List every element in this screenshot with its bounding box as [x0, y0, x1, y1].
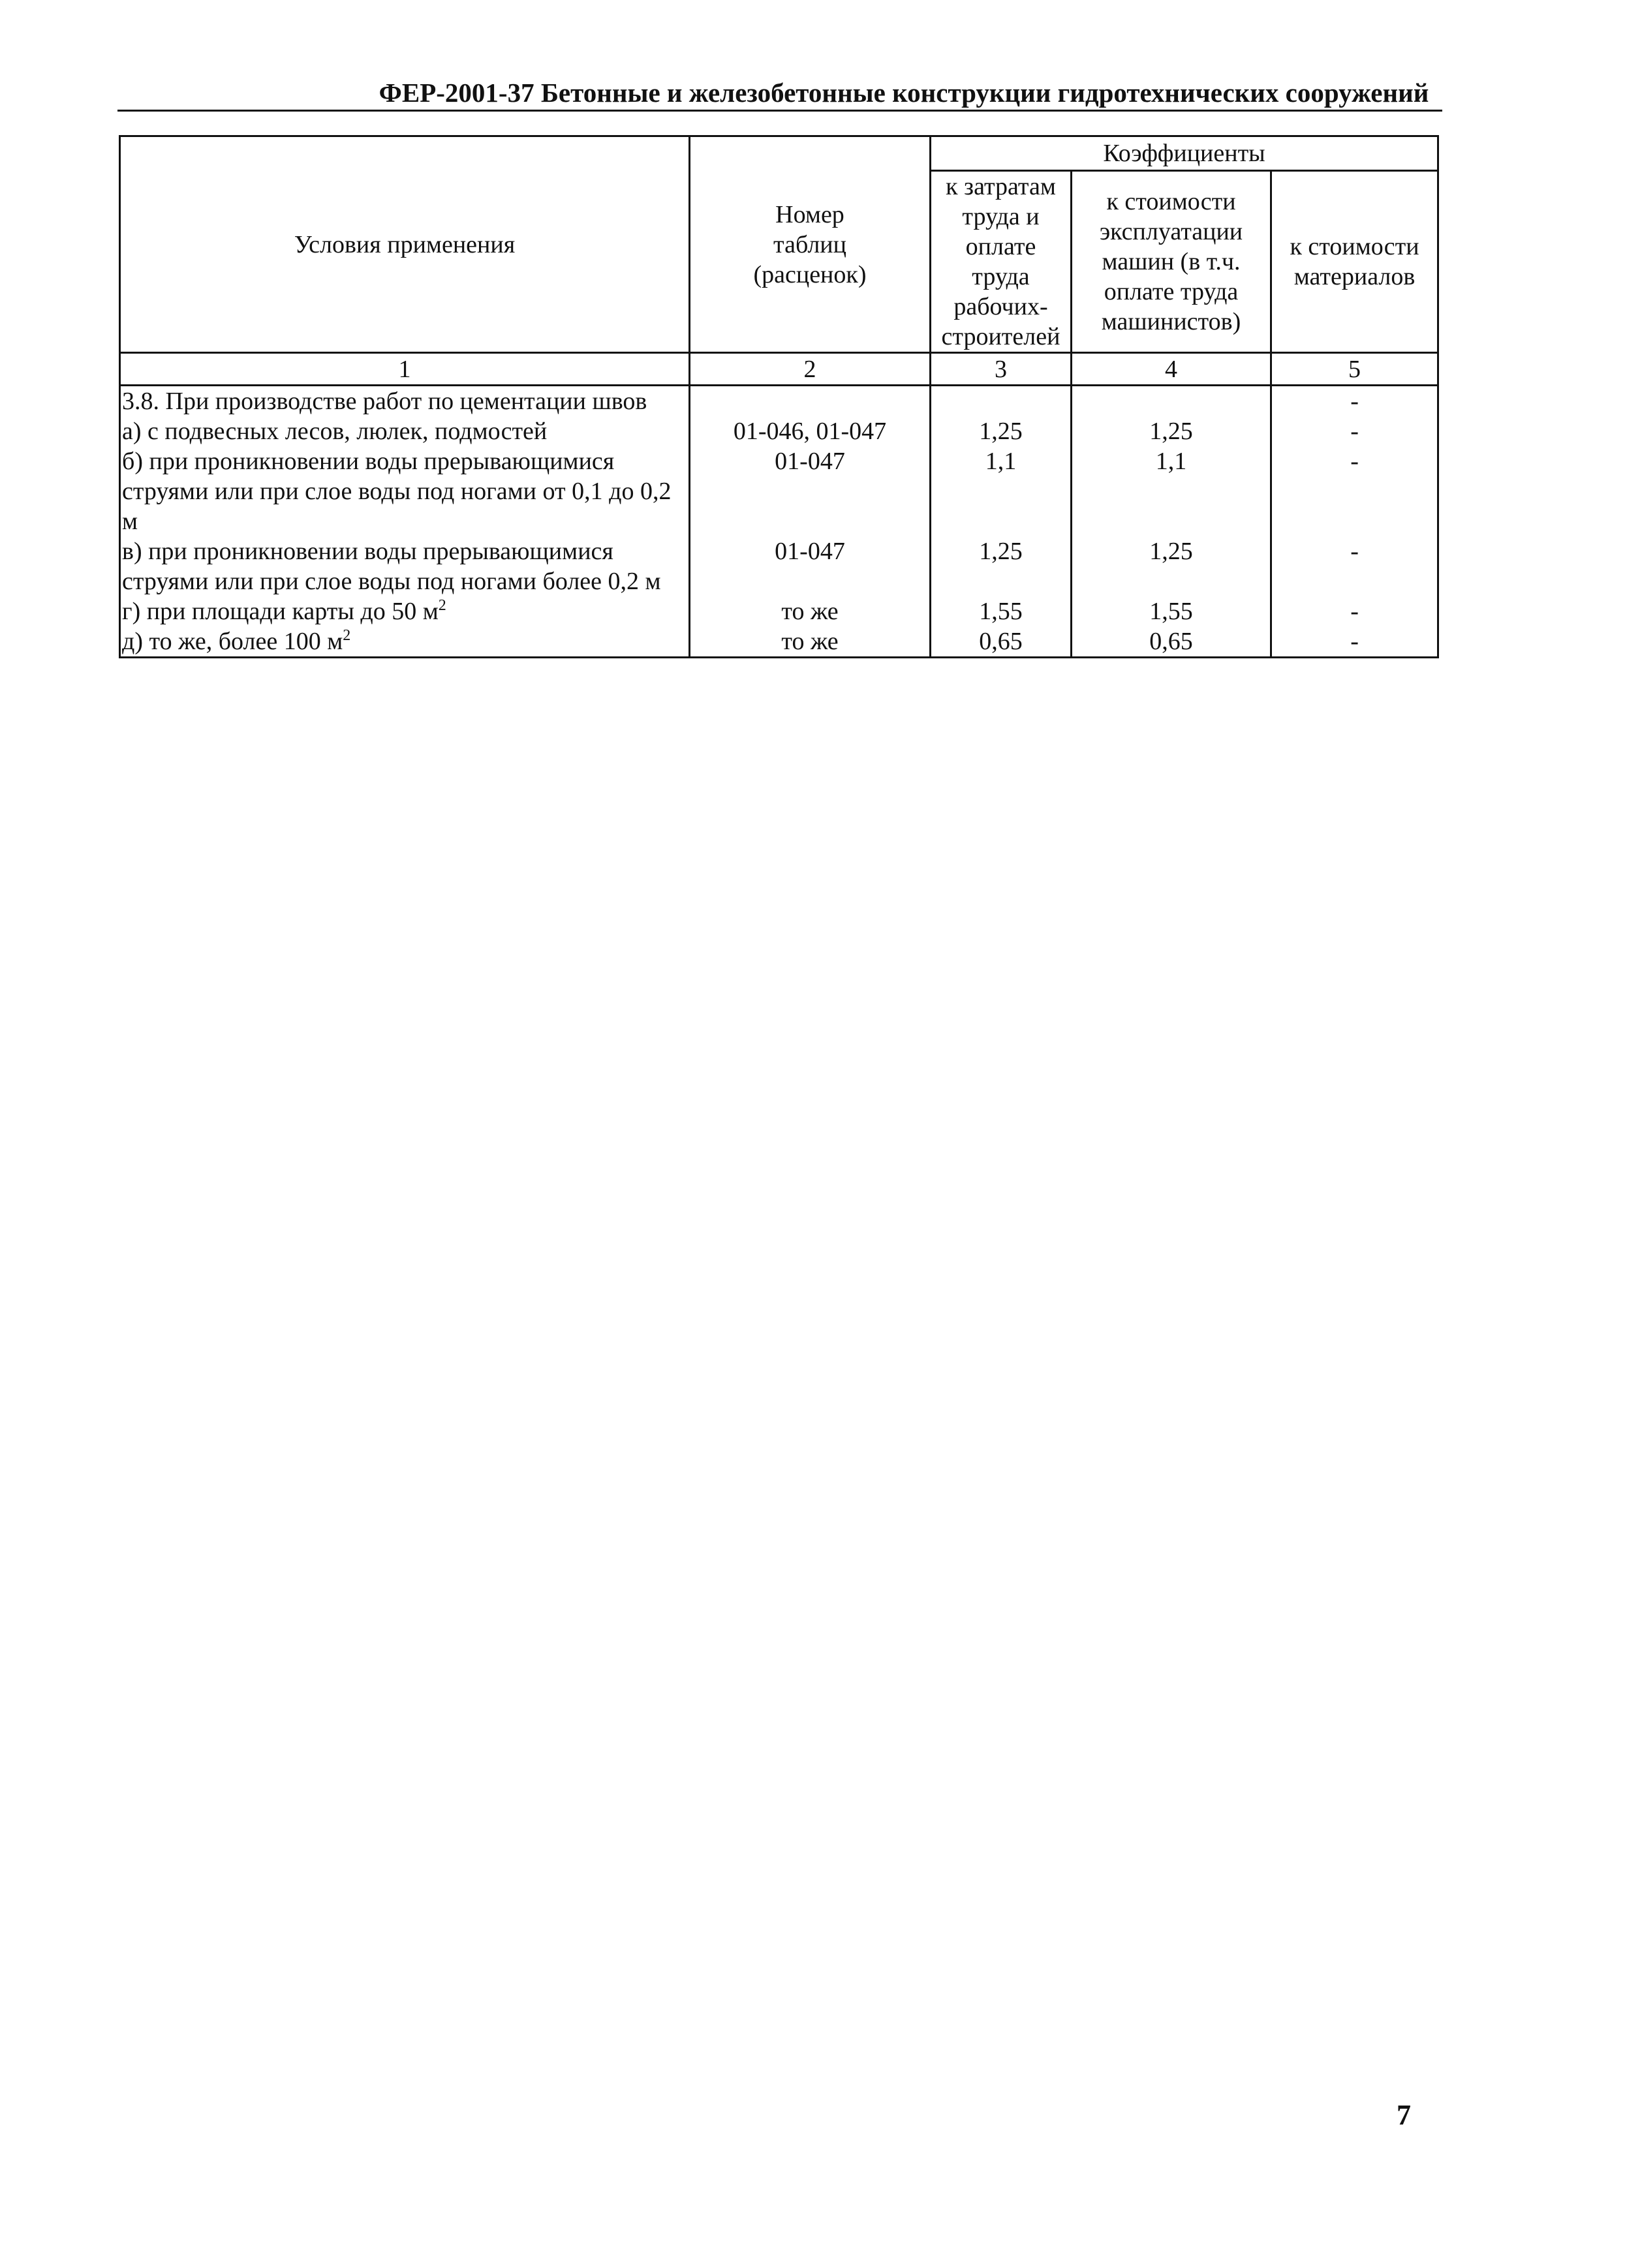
condition-text: г) при площади карты до 50 м: [122, 598, 439, 625]
labor-cell: 0,65: [931, 626, 1072, 658]
materials-cell: -: [1271, 626, 1438, 658]
column-header-coefficients: Коэффициенты: [931, 136, 1438, 171]
materials-cell: -: [1271, 416, 1438, 446]
coefficients-table: [119, 135, 1439, 658]
condition-text: 3.8. При производстве работ по цементации швов: [122, 388, 647, 415]
materials-cell: -: [1271, 536, 1438, 596]
condition-cell: [120, 536, 690, 596]
tables-cell: 01-047: [690, 536, 931, 596]
labor-cell: [931, 386, 1072, 417]
column-header-labor: к затратам труда и оплате труда рабочих-строителей: [931, 171, 1072, 353]
condition-text: а) с подвесных лесов, люлек, подмостей: [122, 418, 548, 445]
condition-cell: [120, 386, 690, 417]
document-header-title: ФЕР-2001-37 Бетонные и железобетонные конструкции гидротехнических сооружений: [379, 78, 1429, 108]
table-row: [120, 626, 1438, 658]
labor-cell: 1,25: [931, 416, 1072, 446]
condition-cell: [120, 446, 690, 536]
table-row: [120, 536, 1438, 596]
tables-cell: 01-047: [690, 446, 931, 536]
materials-cell: -: [1271, 596, 1438, 626]
column-number: 2: [690, 353, 931, 386]
materials-cell: -: [1271, 446, 1438, 536]
page-number: 7: [1397, 2099, 1411, 2131]
machines-cell: 1,25: [1072, 536, 1271, 596]
column-number: 1: [120, 353, 690, 386]
superscript: 2: [343, 627, 351, 644]
column-number: 4: [1072, 353, 1271, 386]
table-row: [120, 446, 1438, 536]
machines-cell: [1072, 386, 1271, 417]
machines-cell: 1,1: [1072, 446, 1271, 536]
column-number: 3: [931, 353, 1072, 386]
tables-cell: 01-046, 01-047: [690, 416, 931, 446]
condition-cell: [120, 596, 690, 626]
condition-cell: [120, 416, 690, 446]
machines-cell: 1,25: [1072, 416, 1271, 446]
labor-cell: 1,55: [931, 596, 1072, 626]
tables-cell: то же: [690, 596, 931, 626]
materials-cell: -: [1271, 386, 1438, 417]
tables-cell: то же: [690, 626, 931, 658]
column-number: 5: [1271, 353, 1438, 386]
header-rule: [117, 110, 1442, 112]
condition-text: в) при проникновении воды прерывающимися струями или при слое воды под ногами более 0,2 м: [122, 538, 661, 595]
column-header-table-numbers: Номер таблиц (расценок): [690, 136, 931, 353]
condition-text: б) при проникновении воды прерывающимися струями или при слое воды под ногами от 0,1 до 0,2 м: [122, 448, 672, 535]
machines-cell: 1,55: [1072, 596, 1271, 626]
table-row: [120, 386, 1438, 417]
column-header-materials: к стоимости материалов: [1271, 171, 1438, 353]
tables-cell: [690, 386, 931, 417]
column-header-conditions: Условия применения: [120, 136, 690, 353]
table-row: [120, 596, 1438, 626]
labor-cell: 1,25: [931, 536, 1072, 596]
column-header-machines: к стоимости эксплуатации машин (в т.ч. оплате труда машинистов): [1072, 171, 1271, 353]
condition-text: д) то же, более 100 м: [122, 628, 343, 655]
table-row: [120, 416, 1438, 446]
superscript: 2: [438, 597, 446, 614]
condition-cell: [120, 626, 690, 658]
labor-cell: 1,1: [931, 446, 1072, 536]
machines-cell: 0,65: [1072, 626, 1271, 658]
